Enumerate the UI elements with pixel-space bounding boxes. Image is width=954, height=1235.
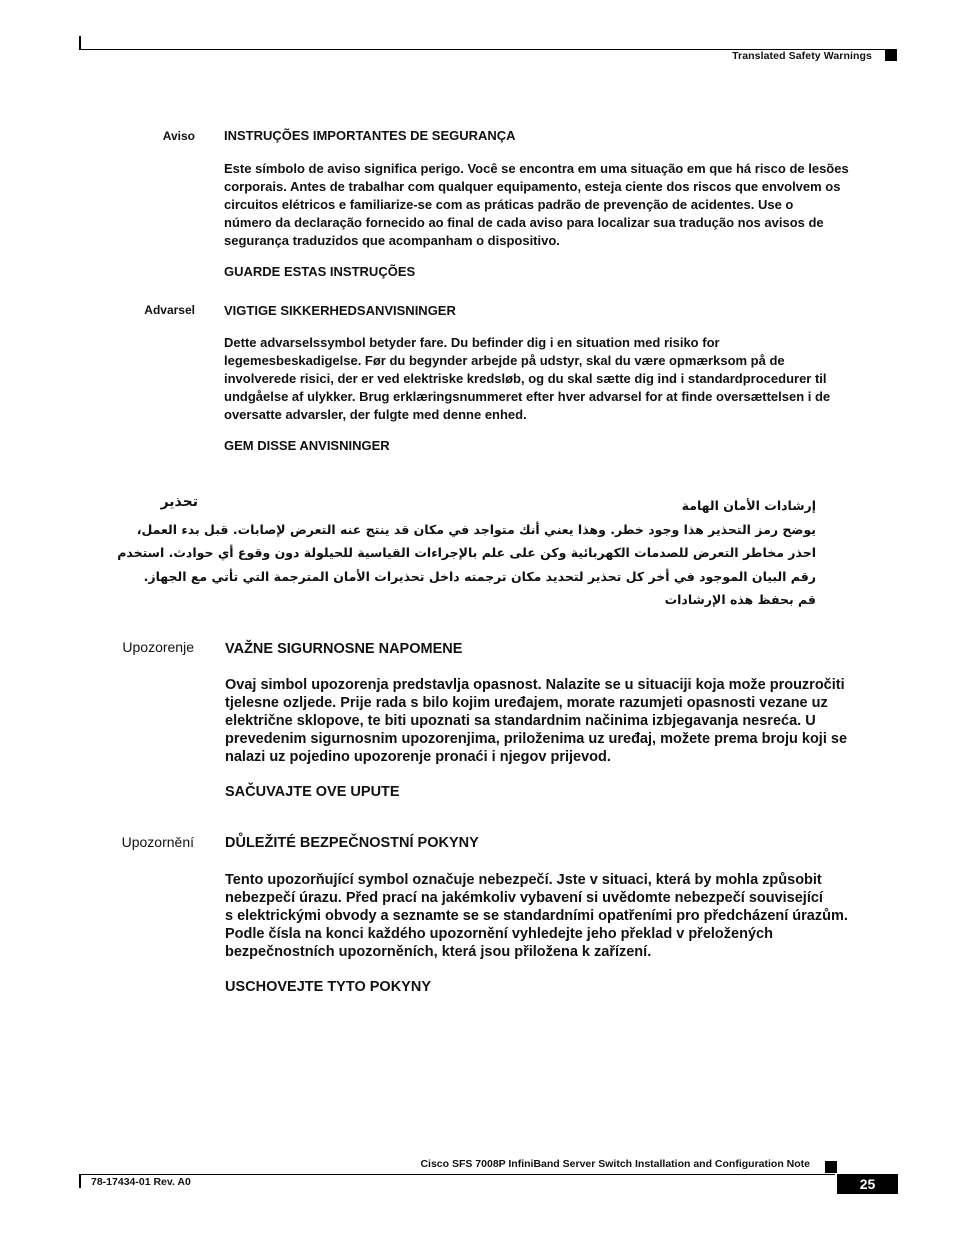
body-line: احذر مخاطر التعرض للصدمات الكهربائية وكن على علم بالإجراءات القياسية للحيلولة دون وقوع أي حوادث. استخدم [117,545,816,560]
warning-label-aviso: Aviso [162,129,195,143]
warning-footer-da: GEM DISSE ANVISNINGER [224,438,390,453]
body-line: رقم البيان الموجود في أخر كل تحذير لتحديد مكان ترجمته داخل تحذيرات الأمان المترجمة التي تأتي مع الجهاز. [143,568,816,584]
body-line: circuitos elétricos e familiarize-se com as práticas padrão de prevenção de acidentes. Use o [224,197,794,212]
body-line: Tento upozorňující symbol označuje nebezpečí. Jste v situaci, která by mohla způsobit [225,872,822,888]
warning-label-advarsel: Advarsel [144,303,195,317]
warning-body-cs [225,871,875,961]
body-line: s elektrickými obvody a seznamte se se standardními opatřeními pro předcházení úrazům. [225,908,848,924]
body-line: يوضح رمز التحذير هذا وجود خطر. وهذا يعني أنك متواجد في مكان قد ينتج عنه التعرض لإصابات. قبل بدء العمل، [136,521,816,537]
body-line: nebezpečí úrazu. Před prací na jakémkoliv vybavení si uvědomte nebezpečí související [225,890,823,906]
body-line: قم بحفظ هذه الإرشادات [664,592,816,607]
page-number: 25 [837,1174,898,1194]
warning-footer-cs: USCHOVEJTE TYTO POKYNY [225,979,431,995]
warning-footer-pt: GUARDE ESTAS INSTRUÇÕES [224,264,416,279]
body-line: إرشادات الأمان الهامة [681,498,816,513]
footer-left-tick [79,1174,81,1188]
body-line: legemesbeskadigelse. Før du begynder arbejde på udstyr, skal du være opmærksom på de [224,353,785,368]
body-line: corporais. Antes de trabalhar com qualquer equipamento, esteja ciente dos riscos que envolvem os [224,179,841,194]
body-line: involverede risici, der er ved elektriske kredsløb, og du skal sætte dig ind i standardprocedurer til [224,371,827,386]
warning-label-upozorneni: Upozornění [121,834,194,850]
warning-heading-cs: DŮLEŽITÉ BEZPEČNOSTNÍ POKYNY [225,835,479,851]
warning-label-arabic: تحذير [160,494,198,510]
document-number: 78-17434-01 Rev. A0 [91,1176,191,1188]
warning-heading-hr: VAŽNE SIGURNOSNE NAPOMENE [225,641,463,657]
warning-footer-hr: SAČUVAJTE OVE UPUTE [225,784,400,800]
body-line: nalazi uz pojedino upozorenje pronaći i njegov prijevod. [225,749,611,765]
body-line: Dette advarselssymbol betyder fare. Du befinder dig i en situation med risiko for [224,335,720,350]
footer-marker-box [825,1161,837,1173]
body-line: prevedenim sigurnosnim upozorenjima, priloženima uz uređaj, možete prema broju koji se [225,731,848,747]
header-left-tick [79,36,81,50]
body-line: Podle čísla na konci každého upozornění vyhledejte jeho překlad v přeložených [225,926,773,942]
body-line: undgåelse af ulykker. Brug erklæringsnummeret efter hver advarsel for at finde oversættelsen i de [224,389,831,404]
body-line: número da declaração fornecido ao final de cada aviso para localizar sua tradução nos avisos de [224,215,824,230]
body-line: električne sklopove, te biti upoznati sa standardnim načinima izbjegavanja nesreća. U [225,713,816,729]
warning-body-da [224,334,890,424]
warning-heading-pt: INSTRUÇÕES IMPORTANTES DE SEGURANÇA [224,128,516,143]
body-line: Este símbolo de aviso significa perigo. Você se encontra em uma situação em que há risco de lesões [224,161,849,176]
warning-body-pt [224,160,890,250]
body-line: Ovaj simbol upozorenja predstavlja opasnost. Nalazite se u situaciji koja može prouzročiti [225,677,845,693]
warning-body-hr [225,676,875,766]
warning-label-upozorenje: Upozorenje [122,639,194,655]
footer-rule [80,1174,835,1175]
header-marker-box [885,49,897,61]
running-header-title: Translated Safety Warnings [732,50,872,62]
body-line: tjelesne ozljede. Prije rada s bilo kojim uređajem, morate razumjeti opasnosti vezane uz [225,695,828,711]
body-line: oversatte advarsler, der fulgte med denne enhed. [224,407,527,422]
warning-body-arabic [117,494,816,612]
body-line: bezpečnostních upozorněních, která jsou přiložena k zařízení. [225,944,652,960]
body-line: segurança traduzidos que acompanham o dispositivo. [224,233,560,248]
running-footer-title: Cisco SFS 7008P InfiniBand Server Switch Installation and Configuration Note [420,1158,810,1170]
warning-heading-da: VIGTIGE SIKKERHEDSANVISNINGER [224,303,456,318]
